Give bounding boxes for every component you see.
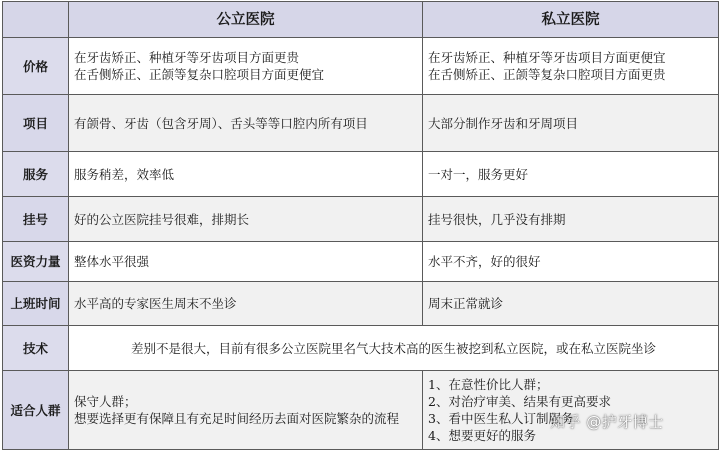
cell-line: 3、看中医生私人订制服务 bbox=[428, 411, 574, 426]
technique-cell bbox=[69, 326, 719, 371]
cell-line: 水平不齐，好的很好 bbox=[428, 254, 541, 269]
row-label: 上班时间 bbox=[3, 282, 69, 326]
header-row bbox=[3, 2, 719, 38]
cell-line: 想要选择更有保障且有充足时间经历去面对医院繁杂的流程 bbox=[74, 411, 400, 426]
row-label: 适合人群 bbox=[3, 371, 69, 450]
cell-line: 1、在意性价比人群； bbox=[428, 377, 549, 392]
row-price bbox=[3, 38, 719, 95]
cell-line: 在牙齿矫正、种植牙等牙齿项目方面更便宜 bbox=[428, 50, 666, 65]
registration-public-cell bbox=[69, 197, 423, 242]
cell-line: 2、对治疗审美、结果有更高要求 bbox=[428, 394, 611, 409]
row-label: 价格 bbox=[3, 38, 69, 95]
row-service bbox=[3, 152, 719, 197]
cell-line: 在舌侧矫正、正颌等复杂口腔项目方面更贵 bbox=[428, 67, 666, 82]
header-private: 私立医院 bbox=[423, 2, 719, 38]
cell-line: 保守人群； bbox=[74, 394, 137, 409]
cell-line: 在舌侧矫正、正颌等复杂口腔项目方面更便宜 bbox=[74, 67, 325, 82]
cell-line: 4、想要更好的服务 bbox=[428, 428, 536, 443]
header-public: 公立医院 bbox=[69, 2, 423, 38]
comparison-table bbox=[2, 1, 719, 450]
price-private-cell bbox=[423, 38, 719, 95]
service-private-cell bbox=[423, 152, 719, 197]
row-staff bbox=[3, 242, 719, 282]
hours-public-cell bbox=[69, 282, 423, 326]
row-technique bbox=[3, 326, 719, 371]
cell-line: 挂号很快，几乎没有排期 bbox=[428, 211, 566, 227]
cell-line: 服务稍差，效率低 bbox=[74, 166, 175, 182]
price-public-cell bbox=[69, 38, 423, 95]
row-registration bbox=[3, 197, 719, 242]
row-hours bbox=[3, 282, 719, 326]
cell-line: 有颌骨、牙齿（包含牙周）、舌头等等口腔内所有项目 bbox=[74, 115, 368, 131]
row-label: 项目 bbox=[3, 95, 69, 152]
cell-line: 周末正常就诊 bbox=[428, 296, 504, 311]
watermark: 知乎 @护牙博士 bbox=[550, 413, 664, 431]
cell-line: 水平高的专家医生周末不坐诊 bbox=[74, 296, 237, 311]
row-label: 挂号 bbox=[3, 197, 69, 242]
items-public-cell bbox=[69, 95, 423, 152]
hours-private-cell bbox=[423, 282, 719, 326]
suitable-private-cell bbox=[423, 371, 719, 450]
service-public-cell bbox=[69, 152, 423, 197]
registration-private-cell bbox=[423, 197, 719, 242]
row-items bbox=[3, 95, 719, 152]
row-label: 服务 bbox=[3, 152, 69, 197]
cell-line: 一对一，服务更好 bbox=[428, 166, 529, 182]
staff-private-cell bbox=[423, 242, 719, 282]
cell-line: 大部分制作牙齿和牙周项目 bbox=[428, 115, 579, 131]
cell-line: 差别不是很大，目前有很多公立医院里名气大技术高的医生被挖到私立医院，或在私立医院坐诊 bbox=[130, 340, 656, 356]
row-label: 医资力量 bbox=[3, 242, 69, 282]
row-suitable bbox=[3, 371, 719, 450]
suitable-public-cell bbox=[69, 371, 423, 450]
row-label: 技术 bbox=[3, 326, 69, 371]
cell-line: 在牙齿矫正、种植牙等牙齿项目方面更贵 bbox=[74, 50, 300, 65]
cell-line: 整体水平很强 bbox=[74, 254, 150, 269]
cell-line: 好的公立医院挂号很难，排期长 bbox=[74, 211, 250, 227]
staff-public-cell bbox=[69, 242, 423, 282]
header-corner bbox=[3, 2, 69, 38]
items-private-cell bbox=[423, 95, 719, 152]
